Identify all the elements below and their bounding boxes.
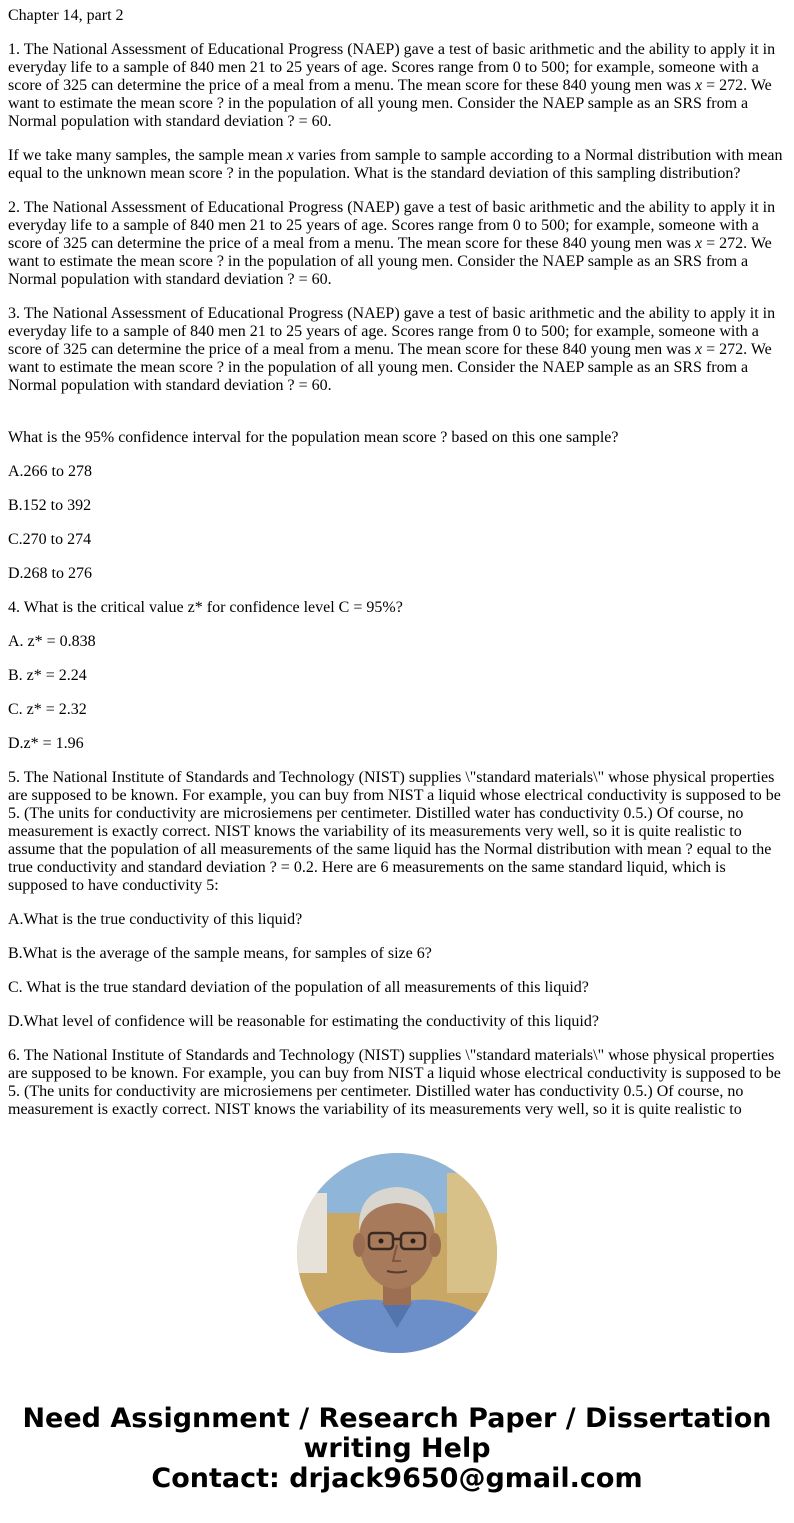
question-3-option-a: A.266 to 278	[8, 463, 92, 480]
document-body	[8, 7, 786, 1135]
promo-line-2: writing Help	[303, 1433, 491, 1464]
question-2-text-a: 2. The National Assessment of Educational Progress (NAEP) gave a test of basic arithmetic and the ability to apply it in everyday life to a sample of 840 men 21 to 25 years of age. Scores range from 0 to 500; for example, someone with a score of 325 can determine the price of a meal from a menu. The mean score for these 840 young men was	[8, 199, 776, 252]
promo-line-1: Need Assignment / Research Paper / Dissertation	[22, 1403, 772, 1434]
question-1-text-b: = 272. We want to estimate the mean score ? in the population of all young men. Consider the NAEP sample as an SRS from a Normal population with standard deviation ? = 60.	[8, 77, 772, 130]
question-5-item-c: C. What is the true standard deviation of the population of all measurements of this liquid?	[8, 979, 589, 996]
question-3-option-c: C.270 to 274	[8, 531, 92, 548]
avatar-portrait-illustration	[297, 1153, 497, 1353]
question-1-followup-text-b: varies from sample to sample according to a Normal distribution with mean equal to the unknown mean score ? in the population. What is the standard deviation of this sampling distribution?	[8, 147, 783, 182]
question-3-prompt: What is the 95% confidence interval for the population mean score ? based on this one sample?	[8, 429, 619, 446]
question-3-text-b: = 272. We want to estimate the mean score ? in the population of all young men. Consider the NAEP sample as an SRS from a Normal population with standard deviation ? = 60.	[8, 341, 772, 394]
question-1-followup-text-a: If we take many samples, the sample mean	[8, 147, 287, 164]
question-2	[8, 199, 786, 289]
question-1-followup	[8, 147, 786, 183]
question-3-text-a: 3. The National Assessment of Educational Progress (NAEP) gave a test of basic arithmetic and the ability to apply it in everyday life to a sample of 840 men 21 to 25 years of age. Scores range from 0 to 500; for example, someone with a score of 325 can determine the price of a meal from a menu. The mean score for these 840 young men was	[8, 305, 776, 358]
question-4-option-c: C. z* = 2.32	[8, 701, 87, 718]
author-avatar	[297, 1153, 497, 1353]
question-1	[8, 41, 786, 131]
page-title: Chapter 14, part 2	[8, 7, 124, 24]
question-4-option-a: A. z* = 0.838	[8, 633, 96, 650]
question-3	[8, 305, 786, 395]
question-1-variable: x	[695, 77, 703, 94]
question-5: 5. The National Institute of Standards and Technology (NIST) supplies \"standard materials\" whose physical properties are supposed to be known. For example, you can buy from NIST a liquid whose electrical conductivity is supposed to be 5. (The units for conductivity are microsiemens per centimeter. Distilled water has conductivity 0.5.) Of course, no measurement is exactly correct. NIST knows the variability of its measurements very well, so it is quite realistic to assume that the population of all measurements of the same liquid has the Normal distribution with mean ? equal to the true conductivity and standard deviation ? = 0.2. Here are 6 measurements on the same standard liquid, which is supposed to have conductivity 5:	[8, 769, 781, 894]
question-3-variable: x	[695, 341, 703, 358]
question-6: 6. The National Institute of Standards and Technology (NIST) supplies \"standard materials\" whose physical properties are supposed to be known. For example, you can buy from NIST a liquid whose electrical conductivity is supposed to be 5. (The units for conductivity are microsiemens per centimeter. Distilled water has conductivity 0.5.) Of course, no measurement is exactly correct. NIST knows the variability of its measurements very well, so it is quite realistic to	[8, 1047, 781, 1118]
question-3-option-b: B.152 to 392	[8, 497, 92, 514]
question-4-option-b: B. z* = 2.24	[8, 667, 87, 684]
question-2-text-b: = 272. We want to estimate the mean score ? in the population of all young men. Consider the NAEP sample as an SRS from a Normal population with standard deviation ? = 60.	[8, 235, 772, 288]
question-1-text-a: 1. The National Assessment of Educational Progress (NAEP) gave a test of basic arithmetic and the ability to apply it in everyday life to a sample of 840 men 21 to 25 years of age. Scores range from 0 to 500; for example, someone with a score of 325 can determine the price of a meal from a menu. The mean score for these 840 young men was	[8, 41, 776, 94]
promo-contact: Contact: drjack9650@gmail.com	[151, 1463, 643, 1494]
question-5-item-b: B.What is the average of the sample means, for samples of size 6?	[8, 945, 432, 962]
question-4-option-d: D.z* = 1.96	[8, 735, 84, 752]
question-3-option-d: D.268 to 276	[8, 565, 92, 582]
question-5-item-d: D.What level of confidence will be reasonable for estimating the conductivity of this liquid?	[8, 1013, 599, 1030]
question-4-prompt: 4. What is the critical value z* for confidence level C = 95%?	[8, 599, 403, 616]
question-2-variable: x	[695, 235, 703, 252]
question-5-item-a: A.What is the true conductivity of this liquid?	[8, 911, 303, 928]
question-1-followup-variable: x	[286, 147, 294, 164]
promo-banner	[0, 1404, 794, 1494]
